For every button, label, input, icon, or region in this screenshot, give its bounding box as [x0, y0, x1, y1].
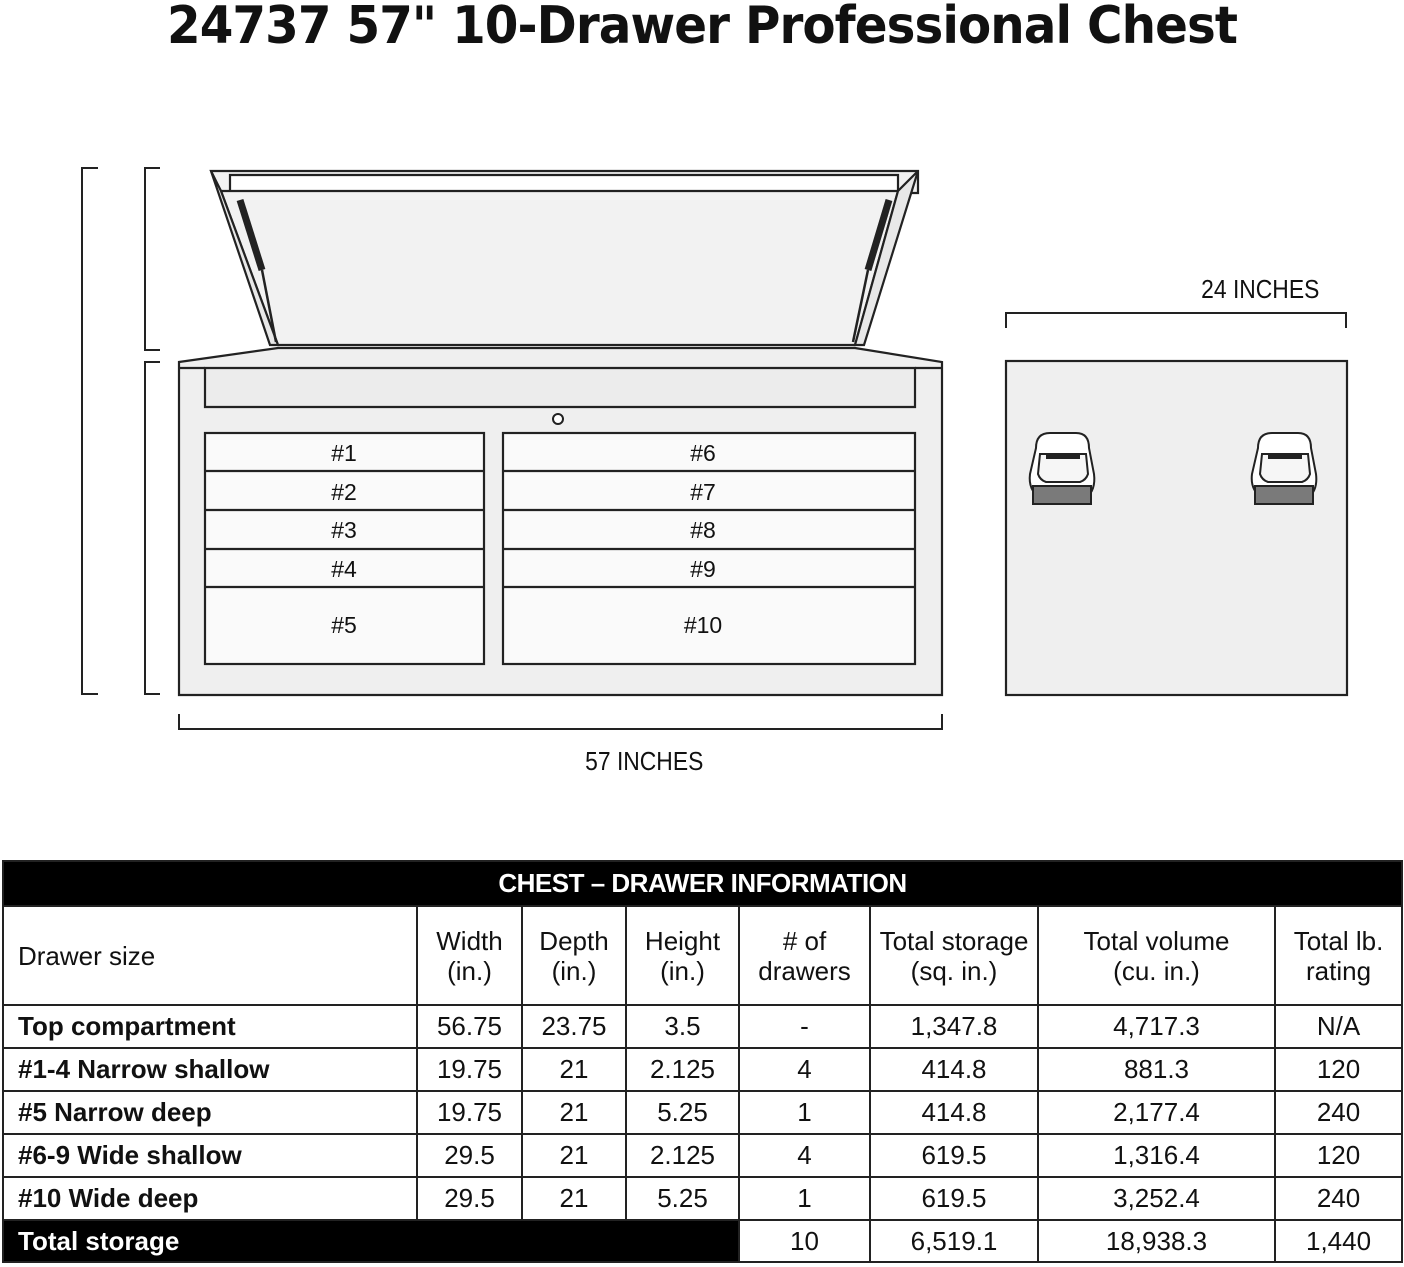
depth-label: 24 INCHES [1201, 275, 1320, 305]
cell: 56.75 [417, 1005, 522, 1048]
cell: 120 [1275, 1048, 1402, 1091]
cell: 120 [1275, 1134, 1402, 1177]
cell: 619.5 [870, 1177, 1038, 1220]
column-header: Height (in.) [626, 906, 739, 1005]
cell: 1,316.4 [1038, 1134, 1275, 1177]
chest-side-view [1006, 361, 1347, 695]
cell: 3.5 [626, 1005, 739, 1048]
drawer-outlines [205, 433, 915, 664]
cell: 23.75 [522, 1005, 626, 1048]
cell: 10 [739, 1220, 870, 1262]
cell: 1 [739, 1177, 870, 1220]
cell: 1,440 [1275, 1220, 1402, 1262]
column-header: Total storage (sq. in.) [870, 906, 1038, 1005]
drawer-label: #4 [331, 556, 357, 582]
cell: 619.5 [870, 1134, 1038, 1177]
cell: 29.5 [417, 1134, 522, 1177]
cell: 19.75 [417, 1048, 522, 1091]
column-header: Total lb. rating [1275, 906, 1402, 1005]
table-header-row [3, 906, 1402, 1005]
cell: 21 [522, 1177, 626, 1220]
cell: N/A [1275, 1005, 1402, 1048]
drawer-label: #1 [331, 440, 357, 466]
cell: 21 [522, 1091, 626, 1134]
drawer-label: #6 [690, 440, 716, 466]
cell: 19.75 [417, 1091, 522, 1134]
cell: 240 [1275, 1177, 1402, 1220]
cell: 881.3 [1038, 1048, 1275, 1091]
table-row [3, 1134, 1402, 1177]
cell: 2.125 [626, 1134, 739, 1177]
cell: 240 [1275, 1091, 1402, 1134]
page-title: 24737 57" 10-Drawer Professional Chest [166, 0, 1238, 56]
column-header: Total volume (cu. in.) [1038, 906, 1275, 1005]
drawer-label: #3 [331, 517, 357, 543]
cell: 414.8 [870, 1048, 1038, 1091]
total-label: Total storage [3, 1220, 739, 1262]
cell: 1 [739, 1091, 870, 1134]
table-row [3, 1177, 1402, 1220]
column-header: Drawer size [3, 906, 417, 1005]
row-label: #10 Wide deep [3, 1177, 417, 1220]
cell: 6,519.1 [870, 1220, 1038, 1262]
cell: 21 [522, 1048, 626, 1091]
drawer-label: #9 [690, 556, 716, 582]
side-handle-icon [1030, 433, 1095, 504]
cell: 4,717.3 [1038, 1005, 1275, 1048]
row-label: #5 Narrow deep [3, 1091, 417, 1134]
cell: 2.125 [626, 1048, 739, 1091]
row-label: #1-4 Narrow shallow [3, 1048, 417, 1091]
drawer-label: #2 [331, 479, 357, 505]
cell: 21 [522, 1134, 626, 1177]
column-header: Width (in.) [417, 906, 522, 1005]
cell: 414.8 [870, 1091, 1038, 1134]
table-row [3, 1091, 1402, 1134]
width-label: 57 INCHES [585, 747, 704, 777]
drawer-label: #8 [690, 517, 716, 543]
drawer-info-table [2, 860, 1403, 1263]
cell: 5.25 [626, 1091, 739, 1134]
lock-keyhole-icon [553, 414, 563, 424]
row-label: #6-9 Wide shallow [3, 1134, 417, 1177]
cell: 5.25 [626, 1177, 739, 1220]
table-row [3, 1005, 1402, 1048]
cell: 3,252.4 [1038, 1177, 1275, 1220]
cell: 4 [739, 1048, 870, 1091]
column-header: Depth (in.) [522, 906, 626, 1005]
cell: 1,347.8 [870, 1005, 1038, 1048]
open-lid [211, 171, 918, 345]
drawer-label: #10 [683, 612, 723, 638]
drawer-label: #5 [331, 612, 357, 638]
row-label: Top compartment [3, 1005, 417, 1048]
cell: - [739, 1005, 870, 1048]
cell: 4 [739, 1134, 870, 1177]
side-handle-icon [1252, 433, 1317, 504]
total-row [3, 1220, 1402, 1262]
cell: 29.5 [417, 1177, 522, 1220]
table-heading: CHEST – DRAWER INFORMATION [3, 861, 1402, 906]
cell: 18,938.3 [1038, 1220, 1275, 1262]
drawer-label: #7 [690, 479, 716, 505]
cell: 2,177.4 [1038, 1091, 1275, 1134]
column-header: # of drawers [739, 906, 870, 1005]
table-row [3, 1048, 1402, 1091]
